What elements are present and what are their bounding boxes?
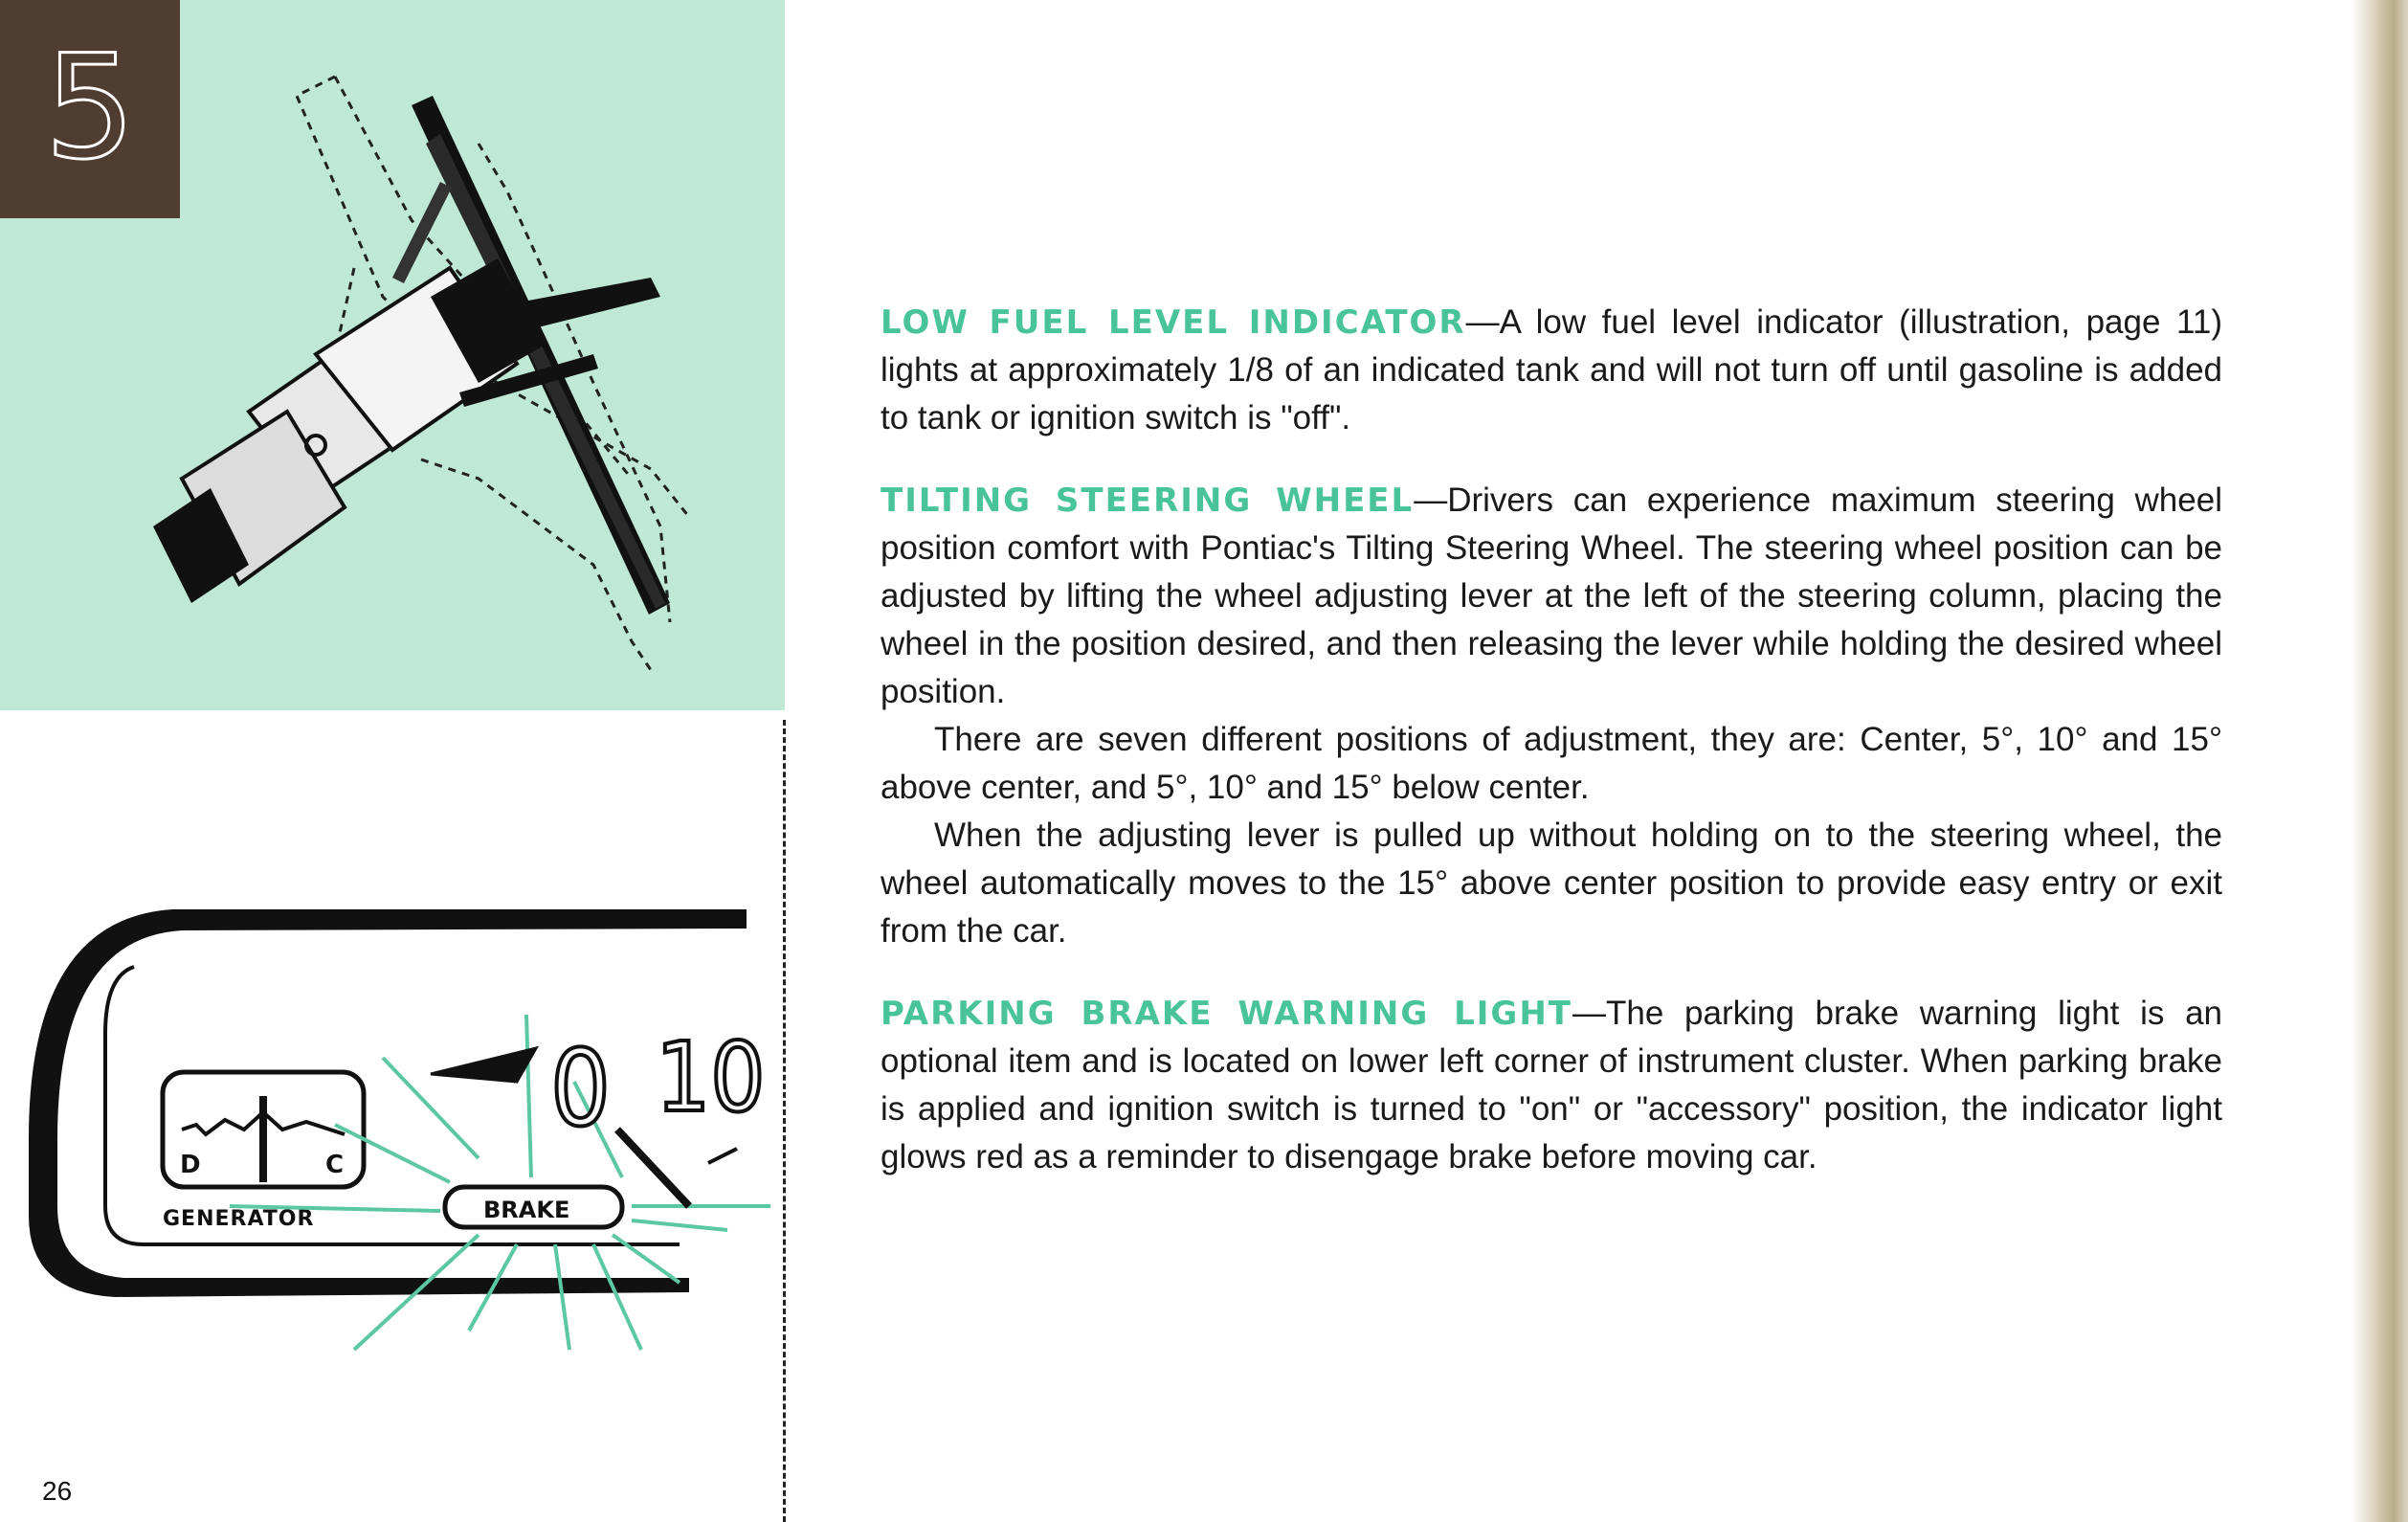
article-paragraph [881,299,2222,442]
gauge-ten: 10 [656,1021,766,1133]
instrument-cluster-illustration [19,890,785,1369]
section-number: 5 [44,25,136,191]
article-low-fuel [881,299,2222,442]
generator-gauge [163,1072,364,1187]
article-text: —A low fuel level indicator (illustration, page 11) lights at approximately 1/8 of an indicated tank and will not turn off until gasoline is added to tank or ignition switch is "off". [881,303,2222,436]
text-column [881,299,2222,1181]
article-paragraph [881,477,2222,716]
article-text: —Drivers can experience maximum steering wheel position comfort with Pontiac's Tilting Steering Wheel. The steering wheel position can be adjusted by lifting the wheel adjusting lever at the left of the steering column, placing the wheel in the position desired, and then releasing the lever while holding the desired wheel position. [881,481,2222,710]
article-tilting-wheel [881,477,2222,955]
article-heading: PARKING BRAKE WARNING LIGHT [881,995,1572,1033]
gauge-c-label: C [325,1151,345,1179]
article-heading: LOW FUEL LEVEL INDICATOR [881,303,1466,342]
gauge-pointer [431,1048,536,1082]
article-text: —The parking brake warning light is an optional item and is located on lower left corner of instrument cluster. When parking brake is applied and ignition switch is turned to "on" or "accessory" position, the indicator light glows red as a reminder to disengage brake before moving car. [881,995,2223,1175]
article-paragraph [881,990,2222,1181]
generator-label: GENERATOR [163,1207,315,1231]
article-paragraph: When the adjusting lever is pulled up without holding on to the steering wheel, the wheel automatically moves to the 15° above center position to provide easy entry or exit from the car. [881,817,2222,950]
gauge-d-label: D [180,1151,201,1179]
page-edge [2351,0,2408,1522]
illustration-panel [0,0,785,710]
article-heading: TILTING STEERING WHEEL [881,481,1415,520]
brake-label: BRAKE [483,1197,570,1223]
article-paragraph: There are seven different positions of adjustment, they are: Center, 5°, 10° and 15° above center, and 5°, 10° and 15° below center. [881,721,2222,806]
tilting-steering-wheel-illustration [96,67,747,699]
gutter-line [783,720,786,1522]
gauge-zero: 0 [550,1027,611,1150]
page-number: 26 [42,1476,73,1506]
article-parking-brake [881,990,2222,1181]
